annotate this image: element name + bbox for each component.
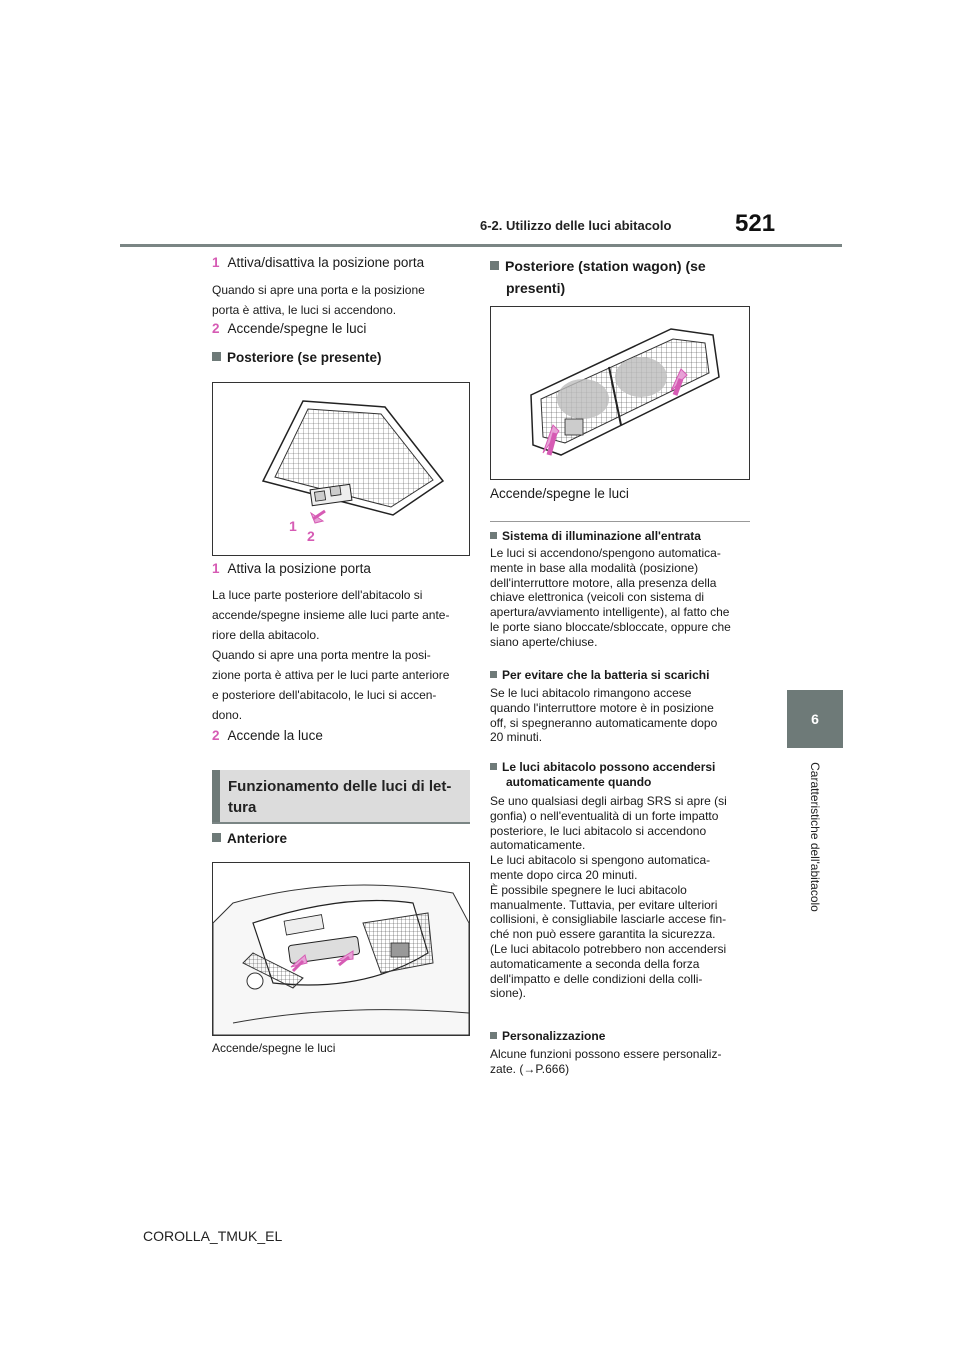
page-number: 521 (735, 210, 776, 237)
entry-heading: Sistema di illuminazione all'entrata (490, 529, 750, 544)
section-title: 6-2. Utilizzo delle luci abitacolo (480, 218, 672, 233)
auto-heading: Le luci abitacolo possono accendersi automaticamente quando (490, 760, 750, 789)
item-door-position-desc: Quando si apre una porta e la posizione porta è attiva, le luci si accendono. (212, 283, 425, 317)
rear-item-light: 2 Accende la luce (212, 728, 323, 743)
rear-item-door: 1 Attiva la posizione porta (212, 561, 371, 576)
callout-2: 2 (307, 528, 315, 544)
rear-heading: Posteriore (se presente) (212, 350, 470, 365)
battery-text: Se le luci abitacolo rimangono accese quando l'interruttore motore è in posizione off, si spegneranno automaticamente dopo 20 minuti. (490, 686, 718, 745)
bullet-square-icon (212, 833, 221, 842)
section-reading-lights (212, 770, 470, 824)
item-door-position: 1 Attiva/disattiva la posizione porta (212, 255, 425, 270)
sw-lamp-illustration (491, 307, 749, 479)
custom-text: Alcune funzioni possono essere personaliz- zate. (→P.666) (490, 1047, 750, 1077)
custom-heading: Personalizzazione (490, 1029, 750, 1044)
sw-caption: Accende/spegne le luci (490, 486, 629, 501)
section-accent (212, 770, 220, 822)
rear-desc-1: La luce parte posteriore dell'abitacolo si accende/spegne insieme alle luci parte ante- riore della abitacolo. (212, 588, 450, 642)
section-heading: Funzionamento delle luci di let- tura (228, 778, 452, 816)
bullet-square-icon (490, 261, 499, 270)
callout-1: 1 (289, 518, 297, 534)
battery-heading: Per evitare che la batteria si scarichi (490, 668, 750, 683)
notes-divider (490, 521, 750, 522)
chapter-label: Caratteristiche dell'abitacolo (808, 762, 822, 912)
bullet-square-icon (490, 671, 497, 678)
rear-lamp-illustration (213, 383, 469, 555)
sw-heading: Posteriore (station wagon) (se presenti) (490, 255, 750, 299)
item-lights-toggle: 2 Accende/spegne le luci (212, 321, 367, 336)
bullet-square-icon (212, 352, 221, 361)
front-caption: Accende/spegne le luci (212, 1041, 336, 1055)
figure-rear-lamp (212, 382, 470, 556)
auto-text: Se uno qualsiasi degli airbag SRS si apre (si gonfia) o nell'eventualità di un forte impatto posteriore, le luci abitacolo si accendono automaticamente. Le luci abitacolo si spengono automatica- mente dopo circa 20 minuti. È possibile spegnere le luci abitacolo manualmente. Tuttavia, per evitare ulteriori collisioni, è consigliabile lasciarle accese fin- ché non può essere garantita la sicurezza. (Le luci abitacolo potrebbero non accendersi automaticamente a seconda della forza dell'impatto e delle condizioni della colli- sione). (490, 794, 727, 1001)
rear-desc-2: Quando si apre una porta mentre la posi- zione porta è attiva per le luci parte anteriore e posteriore dell'abitacolo, le luci si accen- dono. (212, 648, 450, 722)
bullet-square-icon (490, 1032, 497, 1039)
footer-model: COROLLA_TMUK_EL (143, 1228, 283, 1244)
figure-sw-lamp (490, 306, 750, 480)
front-console-illustration (213, 863, 469, 1035)
bullet-square-icon (490, 532, 497, 539)
entry-text: Le luci si accendono/spengono automatica- mente in base alla modalità (posizione) dell'interruttore motore, alla presenza della chiave elettronica (veicoli con sistema di apertura/avviamento intelligente), al fatto che le porte siano bloccate/sbloccate, oppure che siano aperte/chiuse. (490, 546, 731, 649)
bullet-square-icon (490, 763, 497, 770)
page-reference-link[interactable]: zate. (→P.666) (490, 1061, 570, 1076)
chapter-tab[interactable]: 6 (787, 690, 843, 748)
header-rule (120, 244, 842, 247)
front-heading: Anteriore (212, 831, 470, 846)
figure-front-console (212, 862, 470, 1036)
